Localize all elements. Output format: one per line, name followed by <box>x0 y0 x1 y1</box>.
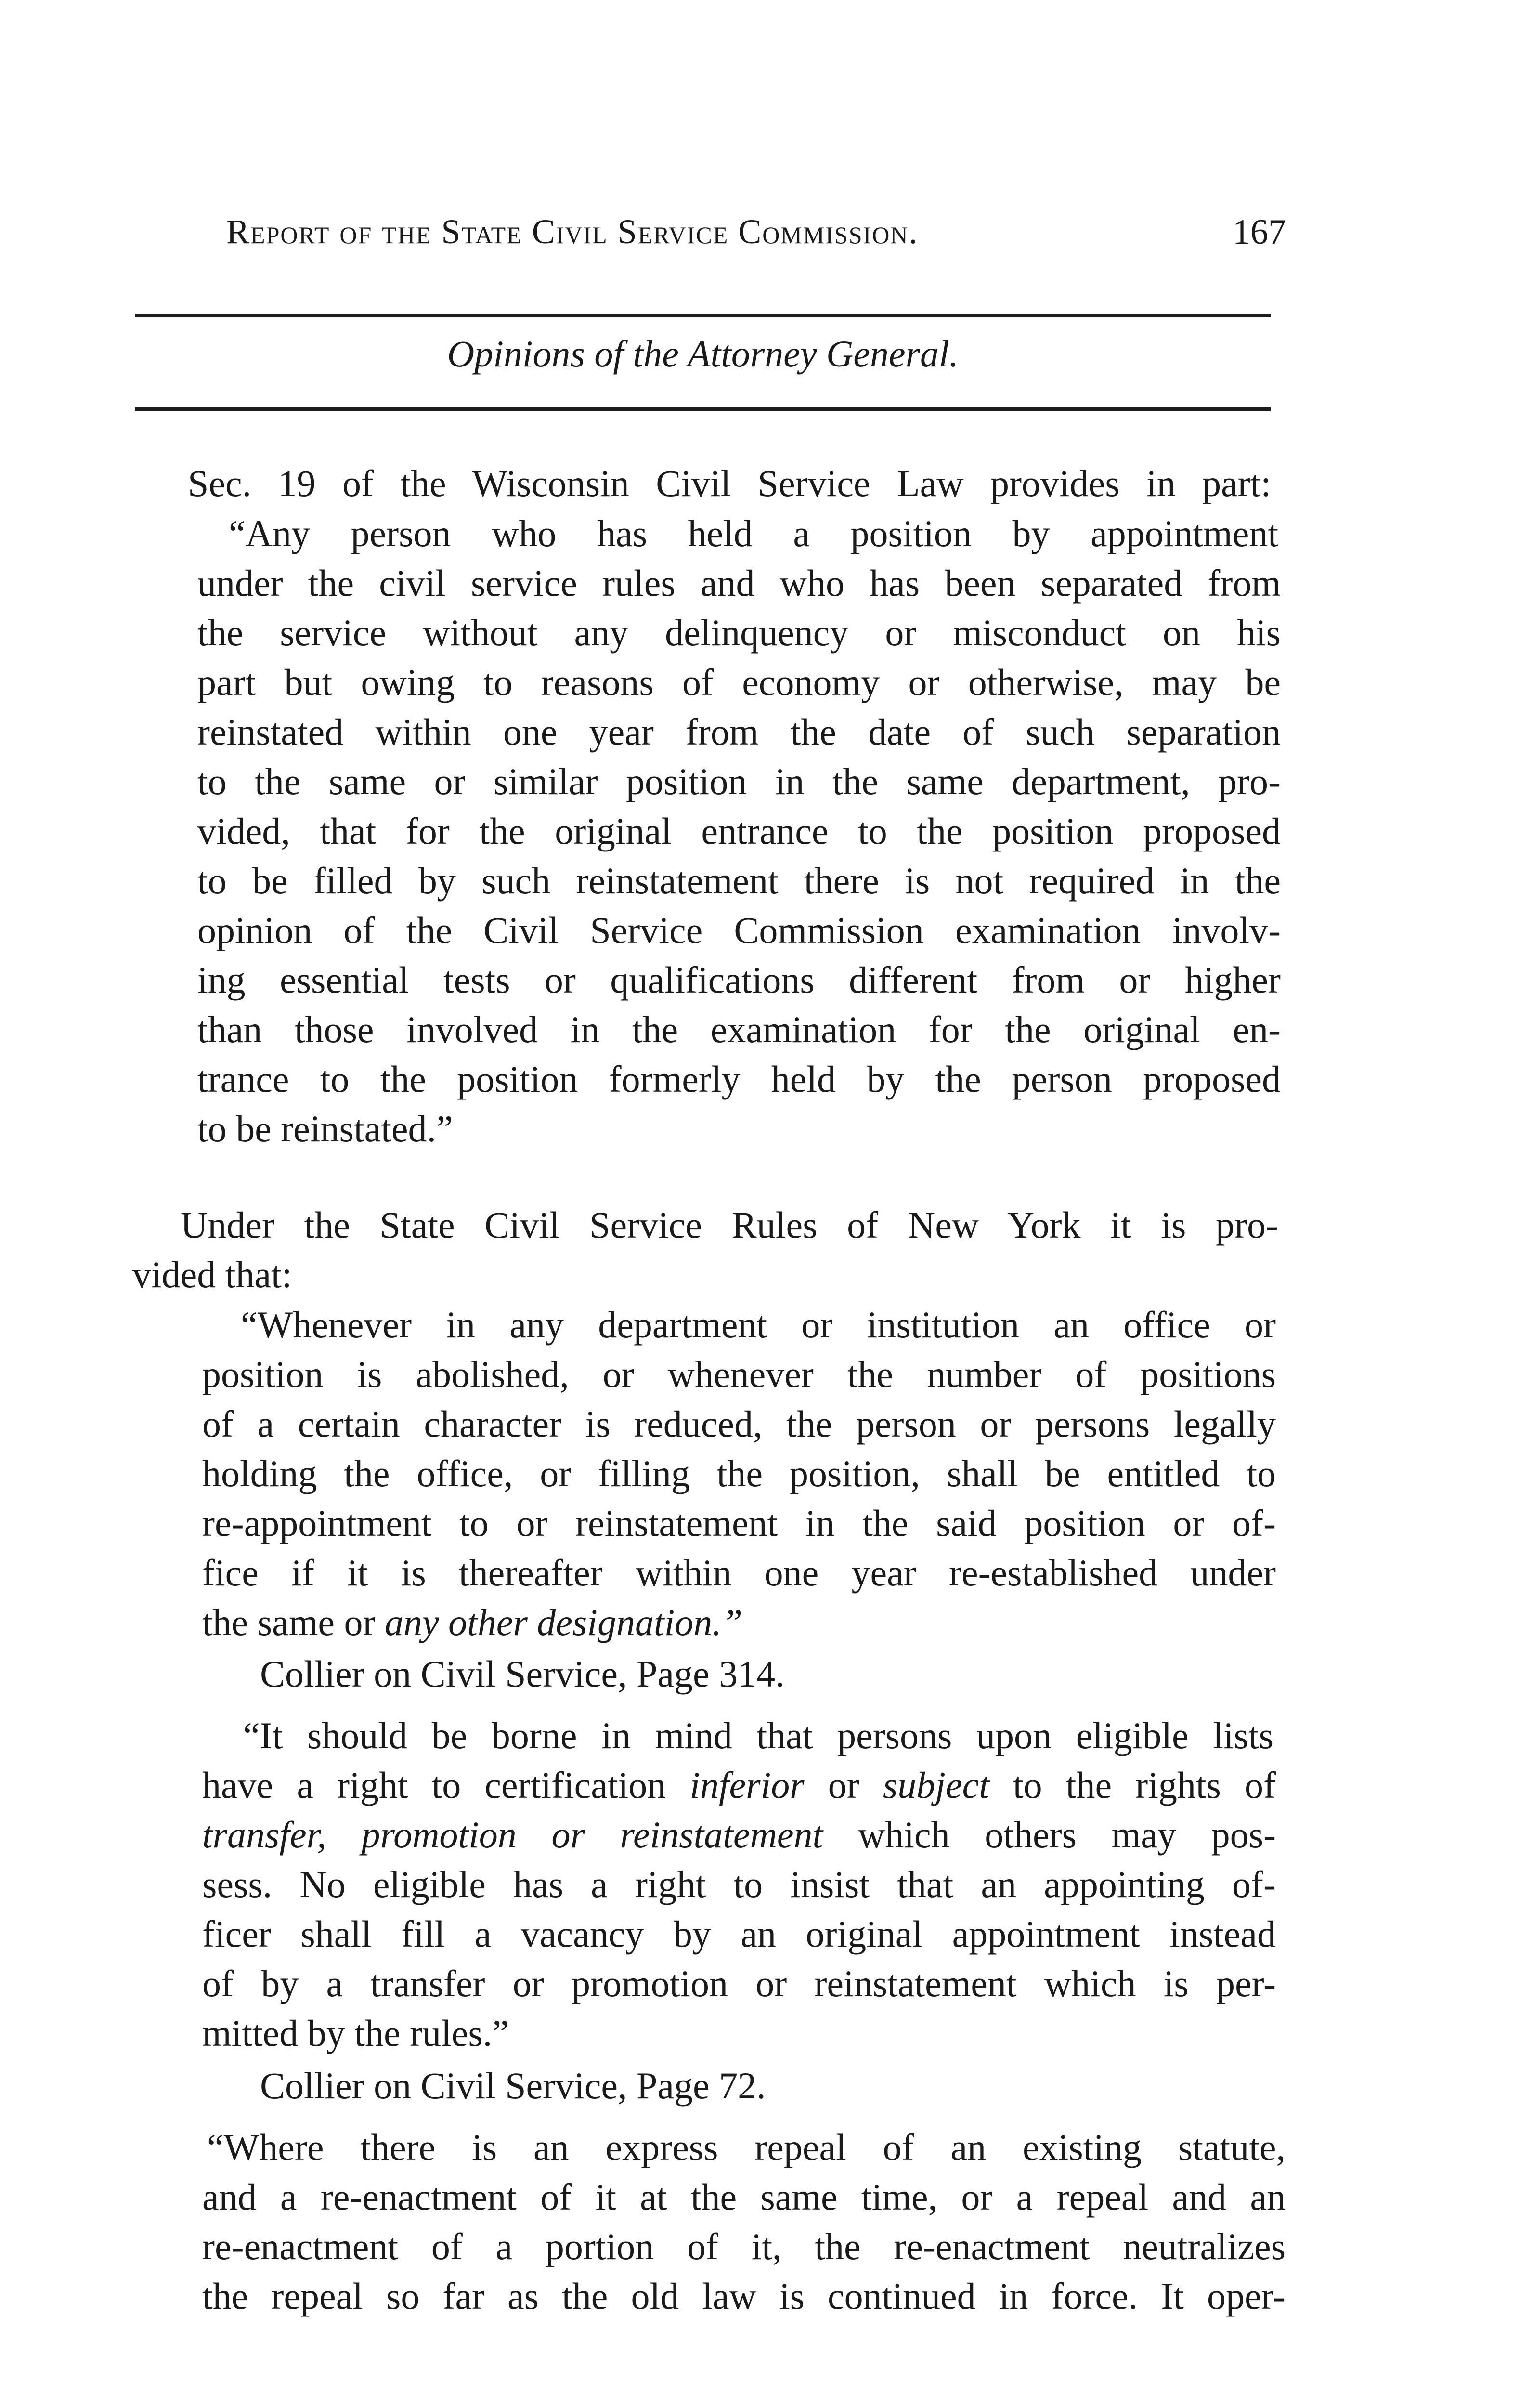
quote4-line: the repeal so far as the old law is continued in force. It oper- <box>202 2275 1286 2317</box>
quote1-line: to be filled by such reinstatement there is not required in the <box>197 860 1281 902</box>
quote2-line: fice if it is thereafter within one year re-established under <box>202 1552 1276 1594</box>
quote2-italic-text: any other designation.” <box>385 1601 743 1643</box>
quote3-line <box>202 1816 1276 1854</box>
quote2-line: re-appointment to or reinstatement in the said position or of- <box>202 1502 1276 1544</box>
bottom-rule <box>135 407 1271 411</box>
quote1-line: under the civil service rules and who has been separated from <box>197 562 1281 604</box>
running-head <box>226 212 1295 252</box>
quote1-line: ing essential tests or qualifications different from or higher <box>197 959 1281 1001</box>
quote3-text: or <box>828 1764 859 1806</box>
quote2-line: position is abolished, or whenever the number of positions <box>202 1353 1276 1395</box>
quote1-line: vided, that for the original entrance to the position proposed <box>197 810 1281 852</box>
quote3-text: to the rights of <box>1013 1764 1276 1806</box>
page-number: 167 <box>1233 212 1286 252</box>
quote4-line: “Where there is an express repeal of an existing statute, <box>207 2126 1286 2168</box>
running-head-text: Report of the State Civil Service Commission. <box>226 212 919 251</box>
quote1-line: opinion of the Civil Service Commission examination involv- <box>197 909 1281 951</box>
citation: Collier on Civil Service, Page 72. <box>260 2065 766 2107</box>
quote1-line: part but owing to reasons of economy or otherwise, may be <box>197 661 1281 703</box>
quote2-line <box>202 1601 743 1643</box>
quote3-italic-text: subject <box>883 1764 989 1806</box>
quote3-line: mitted by the rules.” <box>202 2012 509 2054</box>
quote3-line <box>202 1764 1276 1806</box>
quote1-line: “Any person who has held a position by appointment <box>229 512 1278 554</box>
quote2-line: “Whenever in any department or institution an office or <box>241 1304 1276 1346</box>
quote3-text: which others may pos- <box>857 1814 1276 1856</box>
quote1-line: to the same or similar position in the same department, pro- <box>197 760 1281 802</box>
quote1-line: reinstated within one year from the date of such separation <box>197 711 1281 753</box>
quote3-line: ficer shall fill a vacancy by an original appointment instead <box>202 1913 1276 1955</box>
quote2-line: of a certain character is reduced, the person or persons legally <box>202 1403 1276 1445</box>
quote3-line: “It should be borne in mind that persons upon eligible lists <box>243 1714 1273 1756</box>
quote1-line: than those involved in the examination for the original en- <box>197 1008 1281 1050</box>
quote3-italic-text: inferior <box>689 1764 805 1806</box>
quote2-line: holding the office, or filling the position, shall be entitled to <box>202 1453 1276 1494</box>
quote3-italic-text: transfer, promotion or reinstatement <box>202 1814 823 1856</box>
quote3-text: have a right to certification <box>202 1764 666 1806</box>
quote4-line: and a re-enactment of it at the same time, or a repeal and an <box>202 2176 1286 2218</box>
intro-line: Sec. 19 of the Wisconsin Civil Service Law provides in part: <box>188 462 1271 504</box>
top-rule <box>135 314 1271 317</box>
citation: Collier on Civil Service, Page 314. <box>260 1653 785 1695</box>
quote1-line: trance to the position formerly held by the person proposed <box>197 1058 1281 1100</box>
section-title: Opinions of the Attorney General. <box>447 333 959 375</box>
paragraph-line: Under the State Civil Service Rules of New York it is pro- <box>181 1204 1278 1246</box>
quote3-line: of by a transfer or promotion or reinstatement which is per- <box>202 1963 1276 2004</box>
quote1-line: the service without any delinquency or misconduct on his <box>197 612 1281 654</box>
quote2-text: the same or <box>202 1601 376 1643</box>
quote1-line: to be reinstated.” <box>197 1108 453 1150</box>
quote4-line: re-enactment of a portion of it, the re-enactment neutralizes <box>202 2225 1286 2267</box>
quote3-line: sess. No eligible has a right to insist that an appointing of- <box>202 1863 1276 1905</box>
paragraph-line: vided that: <box>132 1254 292 1296</box>
